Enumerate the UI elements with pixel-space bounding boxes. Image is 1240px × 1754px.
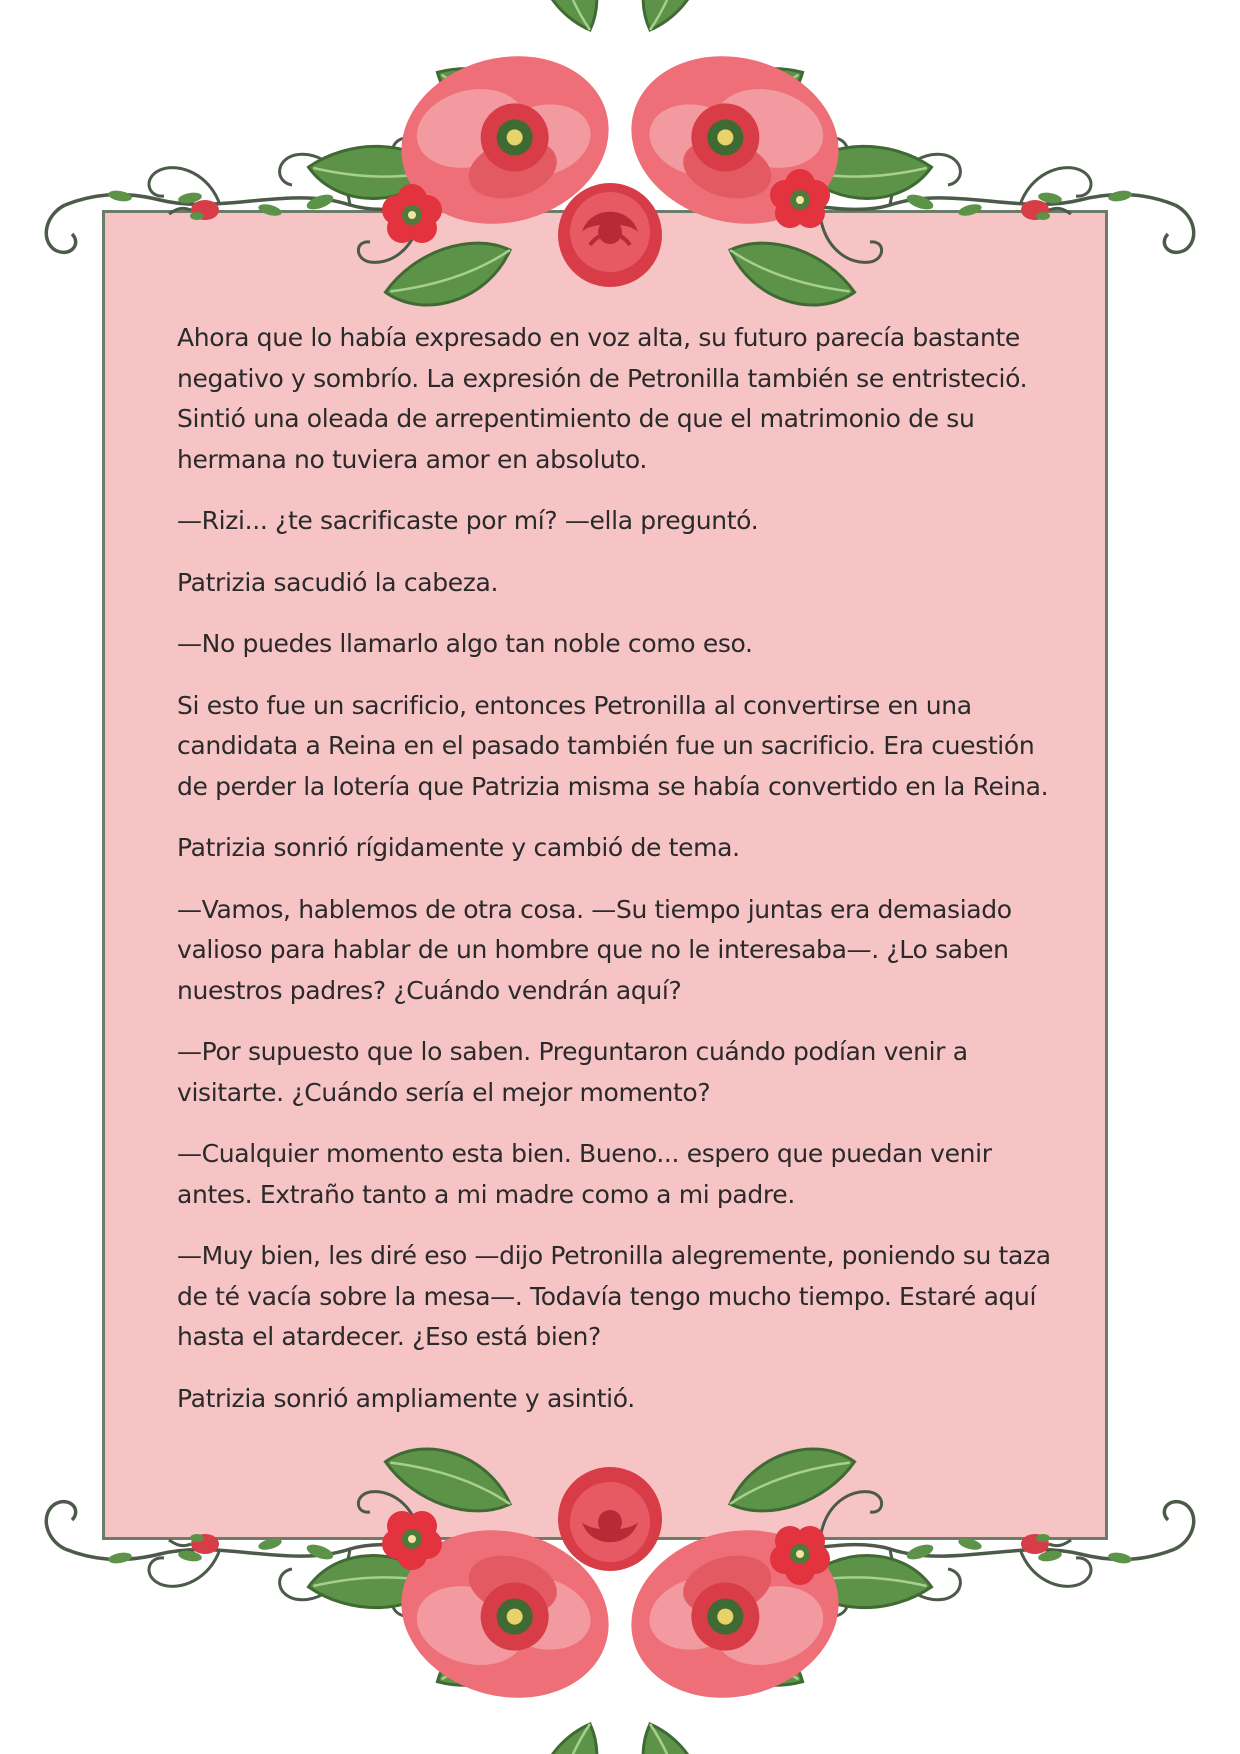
- paragraph: —Muy bien, les diré eso —dijo Petronilla alegremente, poniendo su taza de té vacía sobre la mesa—. Todavía tengo mucho tiempo. Estaré aquí hasta el atardecer. ¿Eso está bien?: [177, 1241, 1051, 1351]
- paragraph: Patrizia sonrió ampliamente y asintió.: [177, 1383, 635, 1413]
- paragraph: Patrizia sacudió la cabeza.: [177, 567, 499, 597]
- paragraph: Patrizia sonrió rígidamente y cambió de tema.: [177, 833, 740, 862]
- top-rose-ornament: [0, 0, 1240, 330]
- paragraph: —Por supuesto que lo saben. Preguntaron cuándo podían venir a visitarte. ¿Cuándo sería el mejor momento?: [177, 1037, 968, 1107]
- bottom-rose-ornament: [0, 1424, 1240, 1754]
- paragraph: Ahora que lo había expresado en voz alta, su futuro parecía bastante negativo y sombrío. La expresión de Petronilla también se entristeció. Sintió una oleada de arrepentimiento de que el matrimonio de su hermana no tuviera amor en absoluto.: [177, 323, 1028, 474]
- paragraph: —Vamos, hablemos de otra cosa. —Su tiempo juntas era demasiado valioso para hablar de un hombre que no le interesaba—. ¿Lo saben nuestros padres? ¿Cuándo vendrán aquí?: [177, 894, 1012, 1005]
- paragraph: Si esto fue un sacrificio, entonces Petronilla al convertirse en una candidata a Reina en el pasado también fue un sacrificio. Era cuestión de perder la lotería que Patrizia misma se había convertido en la Reina.: [177, 690, 1049, 801]
- paragraph: —No puedes llamarlo algo tan noble como eso.: [177, 629, 753, 658]
- paragraph: —Cualquier momento esta bien. Bueno... espero que puedan venir antes. Extraño tanto a mi madre como a mi padre.: [177, 1139, 992, 1209]
- paragraph: —Rizi... ¿te sacrificaste por mí? —ella preguntó.: [177, 506, 759, 535]
- story-text: [177, 318, 1057, 1440]
